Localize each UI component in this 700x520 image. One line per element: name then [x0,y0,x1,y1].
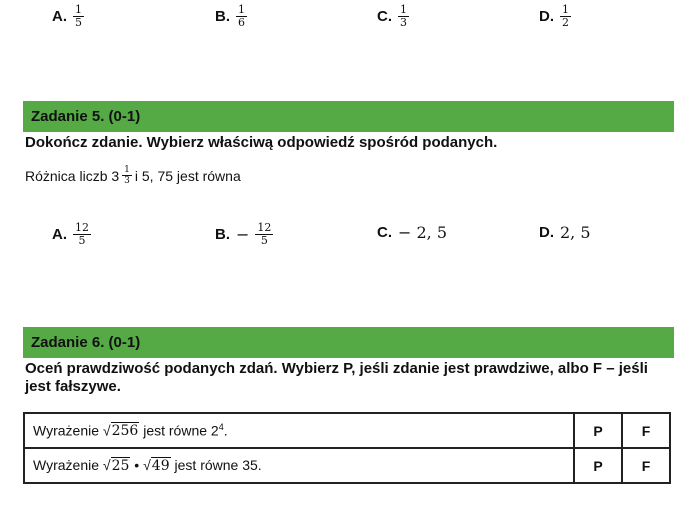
fraction: $\frac{1}{6}$ [238,3,245,29]
task6-instruction: Oceń prawdziwość podanych zdań. Wybierz P, jeśli zdanie jest prawdziwe, albo F – jeśli jest fałszywe. [25,360,648,395]
answer-f[interactable]: F [622,448,670,483]
table-row [24,448,670,483]
option-letter: D. [539,224,554,241]
statement: Wyrażenie √25 • √49 jest równe 35. [24,448,574,483]
option-value: 2, 5 [560,223,591,242]
prev-option-c[interactable] [377,4,409,29]
task5-question: Różnica liczb 3 $\frac{1}{3}$ i 5, 75 jest równa [25,165,241,186]
fraction: $\frac{1}{5}$ [75,3,82,29]
task5-option-a[interactable] [52,222,91,247]
task5-header: Zadanie 5. (0-1) [23,101,674,132]
answer-p[interactable]: P [574,413,622,448]
table-row [24,413,670,448]
answer-p[interactable]: P [574,448,622,483]
prev-option-b[interactable] [215,4,247,29]
statement: Wyrażenie √256 jest równe $2^4$. [24,413,574,448]
option-letter: A. [52,226,67,243]
fraction: $\frac{12}{5}$ [257,221,272,247]
true-false-table [23,412,671,484]
task5-instruction: Dokończ zdanie. Wybierz właściwą odpowiedź spośród podanych. [25,134,498,151]
task5-option-d[interactable] [539,223,591,242]
minus-sign: − [236,225,250,244]
option-letter: B. [215,226,230,243]
task6-header: Zadanie 6. (0-1) [23,327,674,358]
fraction: $\frac{1}{2}$ [562,3,569,29]
task5-option-c[interactable] [377,223,447,242]
prev-option-a[interactable] [52,4,84,29]
option-value: − 2, 5 [398,223,448,242]
task5-option-b[interactable] [215,222,273,247]
fraction: $\frac{1}{3}$ [400,3,407,29]
fraction: $\frac{12}{5}$ [75,221,89,247]
option-letter: C. [377,8,392,25]
prev-option-d[interactable] [539,4,571,29]
answer-f[interactable]: F [622,413,670,448]
option-letter: C. [377,224,392,241]
option-letter: B. [215,8,230,25]
option-letter: D. [539,8,554,25]
option-letter: A. [52,8,67,25]
